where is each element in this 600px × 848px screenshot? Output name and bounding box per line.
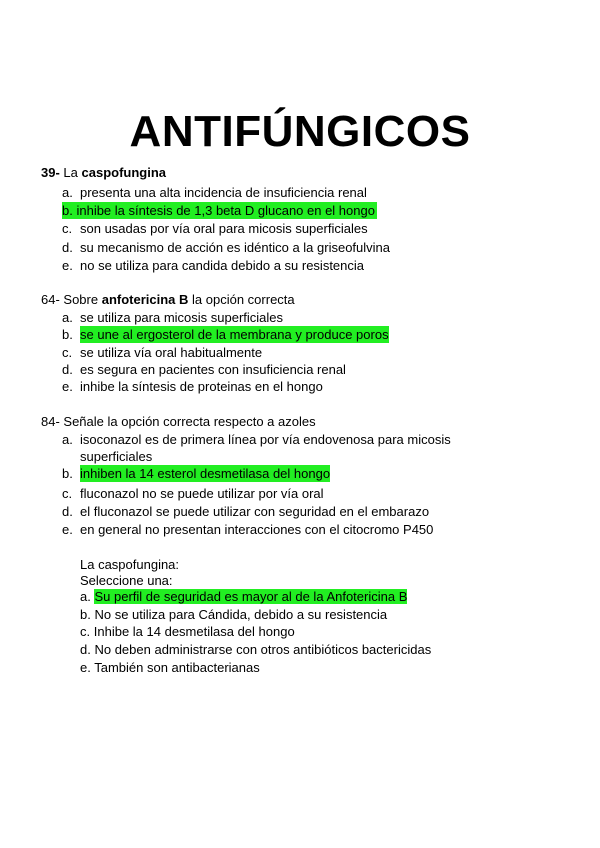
question-text: 64- Sobre (41, 292, 99, 307)
option-letter: a. (62, 432, 73, 447)
option-text: No se utiliza para Cándida, debido a su resistencia (94, 607, 388, 622)
question-64-heading (41, 291, 295, 308)
option-text: son usadas por vía oral para micosis superficiales (80, 221, 368, 236)
question-39-heading (41, 164, 166, 181)
option-letter: b. (62, 466, 73, 481)
question-number: 39- (41, 165, 60, 180)
option-letter: d. (62, 504, 73, 519)
option-text: en general no presentan interacciones con el citocromo P450 (80, 522, 434, 537)
option-text: es segura en pacientes con insuficiencia renal (80, 362, 346, 377)
option-letter: c. (62, 486, 73, 501)
option-text: no se utiliza para candida debido a su resistencia (80, 258, 365, 273)
option-letter: b. (62, 327, 73, 342)
option-text: su mecanismo de acción es idéntico a la griseofulvina (80, 240, 391, 255)
option-letter: c. (80, 624, 91, 639)
question-text: La (63, 165, 78, 180)
select-one-label: Seleccione una: (80, 573, 173, 588)
option-text: presenta una alta incidencia de insuficiencia renal (80, 185, 367, 200)
option-letter: d. (62, 362, 73, 377)
option-letter: c. (62, 345, 73, 360)
option-text: También son antibacterianas (94, 660, 260, 675)
option-text: inhiben la 14 esterol desmetilasa del hongo (80, 466, 331, 481)
question-caspofungina-heading: La caspofungina: (80, 557, 180, 572)
option-text: se utiliza para micosis superficiales (80, 310, 284, 325)
option-text-continuation: superficiales (80, 449, 153, 464)
option-text: Su perfil de seguridad es mayor al de la Anfotericina B (94, 589, 408, 604)
highlight (62, 202, 377, 219)
option-letter: c. (62, 221, 73, 236)
option-letter: e. (62, 522, 73, 537)
last-option-c[interactable] (80, 623, 295, 640)
option-letter: d. (62, 240, 73, 255)
option-letter: e. (62, 379, 73, 394)
option-text: fluconazol no se puede utilizar por vía oral (80, 486, 324, 501)
option-letter: b. (80, 607, 91, 622)
last-option-d[interactable] (80, 641, 431, 658)
option-letter: e. (80, 660, 91, 675)
option-text: isoconazol es de primera línea por vía endovenosa para micosis (80, 432, 451, 447)
option-text: Inhibe la 14 desmetilasa del hongo (93, 624, 295, 639)
page-title: ANTIFÚNGICOS (129, 107, 471, 156)
option-text: inhibe la síntesis de proteinas en el hongo (80, 379, 323, 394)
question-subject: anfotericina B (101, 292, 189, 307)
option-text: inhibe la síntesis de 1,3 beta D glucano en el hongo (76, 203, 375, 218)
question-text-end: la opción correcta (192, 292, 295, 307)
option-letter: e. (62, 258, 73, 273)
option-text: se une al ergosterol de la membrana y produce poros (80, 327, 389, 342)
option-letter: d. (80, 642, 91, 657)
option-letter: a. (80, 589, 91, 604)
question-subject: caspofungina (81, 165, 167, 180)
question-84-heading: 84- Señale la opción correcta respecto a azoles (41, 414, 316, 429)
last-option-e[interactable] (80, 659, 260, 676)
option-letter: a. (62, 185, 73, 200)
option-text: se utiliza vía oral habitualmente (80, 345, 263, 360)
option-letter: b. (62, 203, 73, 218)
last-option-a[interactable] (80, 588, 407, 605)
option-text: No deben administrarse con otros antibióticos bactericidas (94, 642, 432, 657)
last-option-b[interactable] (80, 606, 387, 623)
option-text: el fluconazol se puede utilizar con seguridad en el embarazo (80, 504, 430, 519)
q84-option-a-continuation (80, 448, 152, 465)
option-letter: a. (62, 310, 73, 325)
